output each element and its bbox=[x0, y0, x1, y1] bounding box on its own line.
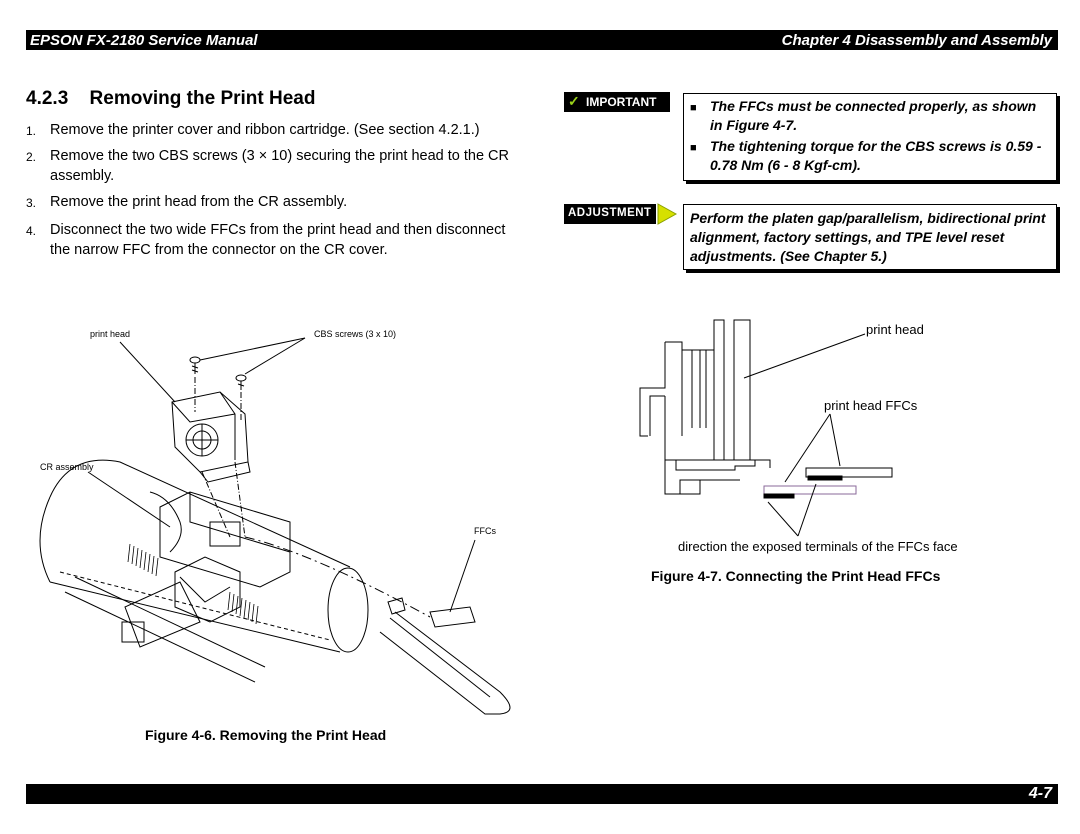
print-head-side-view bbox=[640, 320, 770, 494]
screw bbox=[236, 375, 246, 390]
chapter-title: Chapter 4 Disassembly and Assembly bbox=[781, 32, 1052, 49]
step-text: Remove the print head from the CR assembly. bbox=[50, 194, 348, 210]
adjustment-label: ADJUSTMENT bbox=[568, 207, 652, 219]
step-number: 2. bbox=[26, 150, 37, 164]
adjustment-note bbox=[683, 204, 1057, 270]
leader-line bbox=[88, 472, 170, 527]
ffc-cable bbox=[245, 537, 510, 714]
manual-title: EPSON FX-2180 Service Manual bbox=[30, 32, 258, 49]
important-label: IMPORTANT bbox=[586, 95, 657, 109]
label-cr-assembly: CR assembly bbox=[40, 462, 94, 472]
section-title: Removing the Print Head bbox=[89, 88, 316, 109]
leader-line bbox=[798, 484, 816, 536]
leader-line bbox=[245, 338, 305, 374]
step-3 bbox=[26, 192, 516, 214]
step-number: 4. bbox=[26, 224, 37, 238]
arrow-right-icon bbox=[658, 204, 678, 224]
label-terminal-direction: direction the exposed terminals of the FFCs face bbox=[678, 539, 958, 554]
step-number: 3. bbox=[26, 196, 37, 210]
connecting-ffcs-diagram bbox=[620, 316, 980, 536]
page-footer bbox=[26, 784, 1058, 804]
step-2 bbox=[26, 146, 516, 188]
ffc-strip bbox=[764, 486, 856, 498]
label-cbs-screws: CBS screws (3 x 10) bbox=[314, 329, 397, 339]
leader-line bbox=[200, 338, 305, 360]
bullet-icon: ■ bbox=[690, 102, 697, 114]
label-print-head-ffcs: print head FFCs bbox=[824, 398, 918, 413]
guide-shaft bbox=[75, 577, 265, 667]
guide-shaft bbox=[65, 592, 255, 682]
leader-line bbox=[120, 342, 175, 402]
step-number: 1. bbox=[26, 124, 37, 138]
step-text: Remove the two CBS screws (3 × 10) securing the print head to the CR assembly. bbox=[50, 148, 509, 184]
screw bbox=[190, 357, 200, 374]
label-print-head: print head bbox=[90, 329, 131, 339]
ffc-strip bbox=[806, 468, 892, 480]
removing-print-head-diagram bbox=[30, 322, 530, 722]
leader-line bbox=[830, 414, 840, 466]
page-header bbox=[26, 30, 1058, 50]
step-text: Disconnect the two wide FFCs from the print head and then disconnect the narrow FFC from the connector on the CR cover. bbox=[50, 222, 506, 258]
section-heading bbox=[26, 88, 315, 110]
adjustment-text: Perform the platen gap/parallelism, bidirectional print alignment, factory settings, and TPE level reset adjustments. (See Chapter 5.) bbox=[690, 210, 1046, 264]
leader-line bbox=[744, 334, 865, 378]
figure-7-caption: Figure 4-7. Connecting the Print Head FFCs bbox=[651, 568, 941, 584]
important-bullet: The FFCs must be connected properly, as shown in Figure 4-7. bbox=[710, 98, 1037, 133]
adjustment-badge bbox=[564, 204, 656, 224]
step-text: Remove the printer cover and ribbon cartridge. (See section 4.2.1.) bbox=[50, 122, 480, 138]
step-4 bbox=[26, 220, 516, 262]
important-badge bbox=[564, 92, 670, 112]
checkmark-icon: ✓ bbox=[568, 93, 580, 109]
section-number: 4.2.3 bbox=[26, 88, 69, 109]
leader-line bbox=[450, 540, 475, 612]
label-ffcs: FFCs bbox=[474, 526, 496, 536]
figure-6-caption: Figure 4-6. Removing the Print Head bbox=[145, 727, 387, 743]
page-number: 4-7 bbox=[1028, 785, 1052, 802]
platen-roller bbox=[40, 460, 368, 652]
rack-gear bbox=[128, 544, 258, 624]
label-print-head: print head bbox=[866, 322, 924, 337]
bullet-icon: ■ bbox=[690, 142, 697, 154]
important-note bbox=[683, 93, 1057, 181]
important-bullet: The tightening torque for the CBS screws is 0.59 - 0.78 Nm (6 - 8 Kgf-cm). bbox=[710, 138, 1042, 173]
step-1 bbox=[26, 120, 516, 142]
print-head bbox=[172, 392, 250, 482]
leader-line bbox=[768, 502, 798, 536]
leader-line bbox=[785, 414, 830, 482]
